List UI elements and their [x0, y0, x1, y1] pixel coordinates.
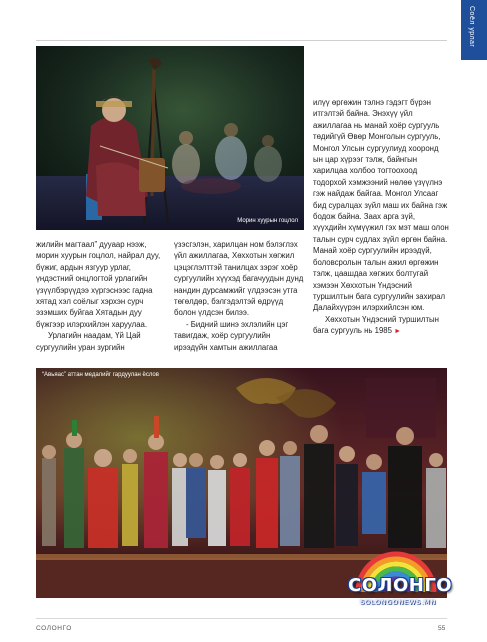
footer-rule — [36, 618, 447, 619]
article-column-right — [313, 97, 449, 338]
article-column-middle — [174, 239, 306, 353]
photo-morin-khuur-solo — [36, 46, 304, 230]
section-side-tab-label: Соёл урлаг — [468, 6, 475, 48]
photo-caption: “Авьяас” аттан медалийг гардуулан ёслов — [42, 372, 159, 378]
paragraph: - Бидний шинэ эхлэлийн цэг тавигдаж, хоёр сургуулийн ирээдүйн хамтын ажиллагаа — [174, 319, 289, 352]
continue-arrow-icon: ► — [394, 328, 402, 336]
top-rule — [36, 40, 447, 41]
photo-caption: Морин хуурын гоцлол — [237, 218, 298, 224]
paragraph: Урлагийн наадам, Үй Цай сургуулийн уран зургийн — [36, 331, 141, 352]
logo-wordmark: СОЛОНГО — [348, 575, 453, 596]
page-number: 55 — [438, 625, 446, 632]
logo-website: SOLONGONEWS.MN — [359, 598, 437, 606]
photo-morin-khuur-image — [36, 46, 304, 230]
paragraph-text: Хөхxотын Үндэсний туршилтын бага сургууль нь 1985 — [313, 314, 439, 336]
paragraph: үзэсгэлэн, харилцан ном бэлэглэх үйл ажиллагаа, Хөххотын хөгжил цэцэглэлттэй танилцах зэрэг хоёр сургуулийн хүүхэд багачуудын дунд нандин дурсамжийг үлдээсэн утга төгөлдөр, бэлгэдэлтэй өдрүүд болон үлдсэн билээ. — [174, 240, 304, 318]
paragraph: жилийн магтаал” дууаар нээж, морин хуурын гоцлол, найрал дуу, бүжиг, ардын язгуур урлаг, үндэстний онцлогтой урлагийн үзүүлбэрүүдээ хүргэснээс гадна хятад хэл соёлыг хэрхэн сурч эзэмших буйгаа Хятадын дуу бүжгээр илэрхийлэн харуулaa. — [36, 240, 161, 329]
paragraph — [313, 314, 449, 338]
solongo-logo — [344, 548, 453, 616]
article-column-left — [36, 239, 168, 353]
paragraph: илүү өргөжин тэлнэ гэдэгт бүрэн итгэлтэй байна. Энэхүү үйл ажиллагаа нь манай хоёр сургууль төдийгүй Өвөр Монголын сургууль, Монгол Улсын сургуулиуд хооронд ын цар хүрээг тэлж, байнгын харилцаа холбоо тогтоохоод тодорхой хэмжээний нөлөө үзүүлнэ гэж найдаж байгаа. Монгол Улсааг бид суралцах зүйл маш их байна гэж бодож байна. Зааx арга зүй, хүүхдийн хүмүүжил гэх мэт маш олон талын сурч судлах зүйл өргөн байна. Манай хоёр сургуулийн ирээдүй, боловсролын талын ажил өргөжин тэлж, цаашдаа хөгжих болтугай хэмээн Хөхxотын Үндэсний туршилтын бага сургуулийн захирал Далайхүүрэн илэрхийлсэн юм. — [313, 98, 449, 313]
footer-magazine-name: СОЛОНГО — [36, 625, 72, 632]
section-side-tab — [461, 0, 487, 60]
